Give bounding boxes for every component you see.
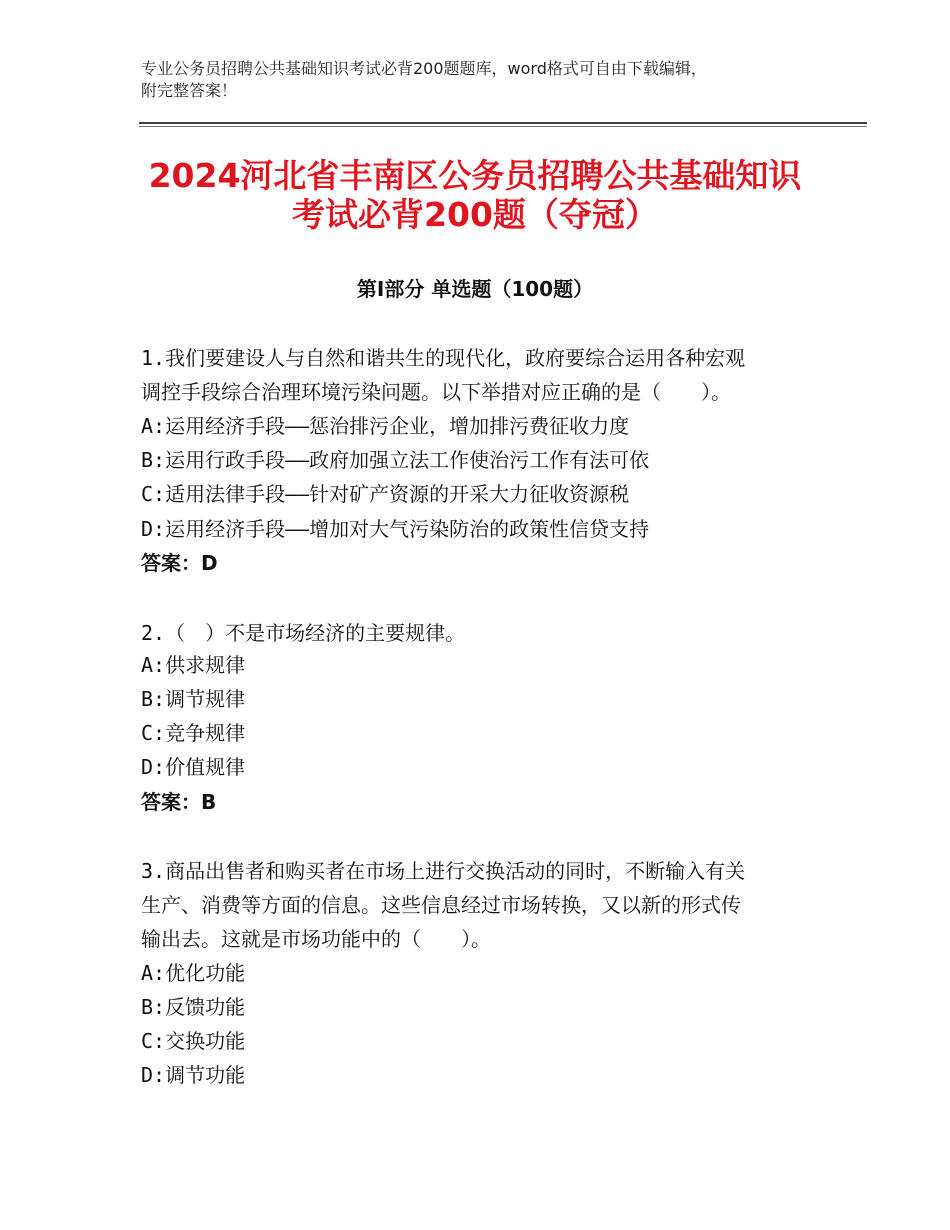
question-stem: 生产、消费等方面的信息。这些信息经过市场转换，又以新的形式传 (141, 893, 741, 917)
option-d: D:调节功能 (141, 1063, 246, 1087)
header-divider (139, 122, 867, 124)
option-d: D:运用经济手段——增加对大气污染防治的政策性信贷支持 (141, 517, 650, 541)
header-note-line: 附完整答案！ (141, 81, 238, 100)
option-a: A:供求规律 (141, 653, 246, 677)
header-divider (139, 126, 867, 127)
option-c: C:交换功能 (141, 1029, 246, 1053)
option-b: B:反馈功能 (141, 995, 246, 1019)
header-note (141, 58, 821, 102)
question-stem: 调控手段综合治理环境污染问题。以下举措对应正确的是（ ）。 (141, 380, 731, 404)
question-stem: 输出去。这就是市场功能中的（ ）。 (141, 927, 491, 951)
title-line: 2024河北省丰南区公务员招聘公共基础知识 (148, 156, 802, 195)
option-b: B:调节规律 (141, 687, 246, 711)
document-title (100, 156, 850, 234)
answer-label: 答案：D (141, 551, 218, 575)
option-c: C:竞争规律 (141, 721, 246, 745)
title-line: 考试必背200题（夺冠） (292, 195, 658, 234)
answer-label: 答案：B (141, 790, 217, 814)
question-stem: 2.（ ）不是市场经济的主要规律。 (141, 621, 466, 645)
option-a: A:优化功能 (141, 961, 246, 985)
option-a: A:运用经济手段——惩治排污企业，增加排污费征收力度 (141, 414, 630, 438)
section-title: 第Ⅰ部分 单选题（100题） (356, 277, 594, 301)
option-c: C:适用法律手段——针对矿产资源的开采大力征收资源税 (141, 482, 630, 506)
question-stem: 1.我们要建设人与自然和谐共生的现代化，政府要综合运用各种宏观 (141, 346, 746, 370)
question-stem: 3.商品出售者和购买者在市场上进行交换活动的同时，不断输入有关 (141, 859, 746, 883)
option-b: B:运用行政手段——政府加强立法工作使治污工作有法可依 (141, 448, 650, 472)
header-note-line: 专业公务员招聘公共基础知识考试必背200题题库，word格式可自由下载编辑， (141, 59, 707, 78)
option-d: D:价值规律 (141, 755, 246, 779)
